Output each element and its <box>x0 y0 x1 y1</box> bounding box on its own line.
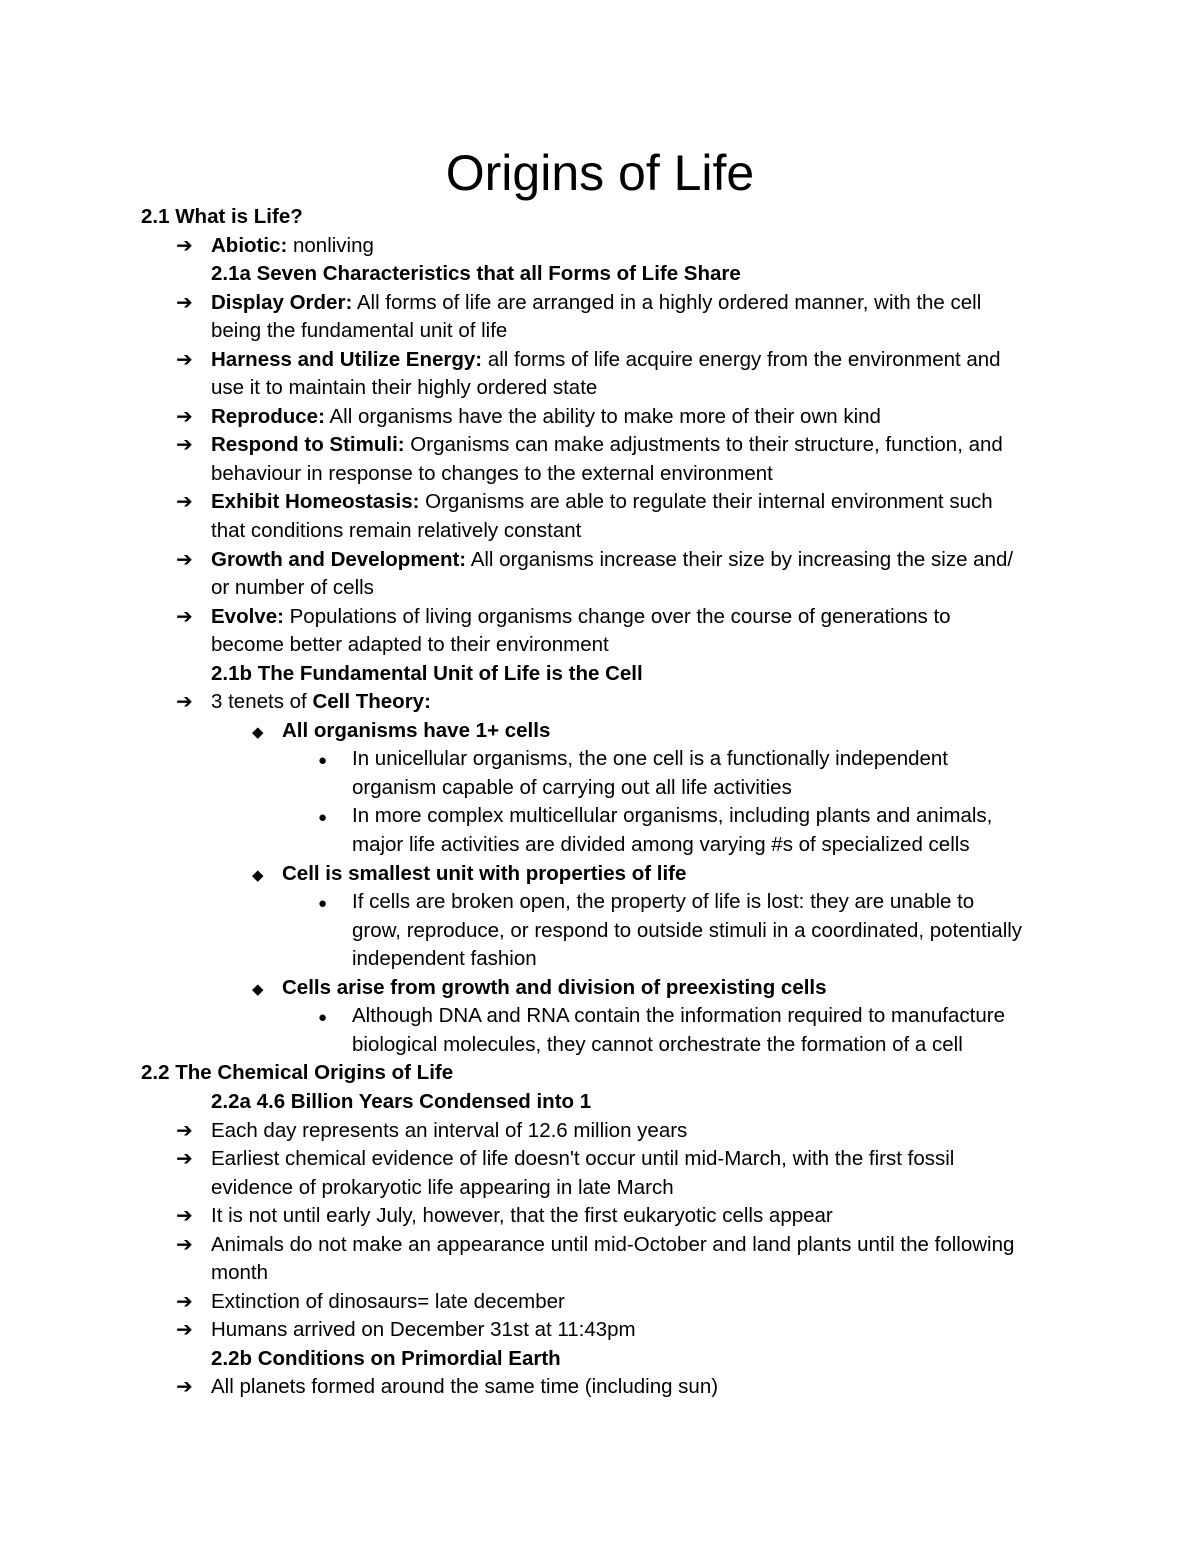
list-item: ➔ Growth and Development: All organisms increase their size by increasing the size and/ <box>0 546 1200 575</box>
document-body <box>0 203 1200 1402</box>
dot-bullet-icon: ● <box>318 752 328 770</box>
subsection-heading: 2.1a Seven Characteristics that all Forms of Life Share <box>211 262 741 286</box>
list-item-continuation: that conditions remain relatively constant <box>211 519 582 543</box>
dot-bullet-icon: ● <box>318 1009 328 1027</box>
section-heading: 2.2 The Chemical Origins of Life <box>141 1061 454 1085</box>
arrow-bullet-icon: ➔ <box>176 405 193 428</box>
arrow-bullet-icon: ➔ <box>176 1376 193 1399</box>
list-item: ➔ It is not until early July, however, that the first eukaryotic cells appear <box>0 1202 1200 1231</box>
sub-list-item-continuation: major life activities are divided among varying #s of specialized cells <box>352 833 970 857</box>
sub-list-item-continuation: grow, reproduce, or respond to outside stimuli in a coordinated, potentially <box>352 918 1023 942</box>
arrow-bullet-icon: ➔ <box>176 1319 193 1342</box>
list-item: ➔ Respond to Stimuli: Organisms can make adjustments to their structure, function, and <box>0 431 1200 460</box>
arrow-bullet-icon: ➔ <box>176 1233 193 1256</box>
list-item: ➔ Animals do not make an appearance until mid-October and land plants until the following <box>0 1231 1200 1260</box>
list-item-continuation: month <box>211 1261 268 1285</box>
list-item-continuation: become better adapted to their environment <box>211 633 609 657</box>
arrow-bullet-icon: ➔ <box>176 691 193 714</box>
arrow-bullet-icon: ➔ <box>176 434 193 457</box>
arrow-bullet-icon: ➔ <box>176 348 193 371</box>
arrow-bullet-icon: ➔ <box>176 1119 193 1142</box>
tenet-item: ◆ All organisms have 1+ cells <box>0 717 1200 746</box>
list-item: ➔ Display Order: All forms of life are arranged in a highly ordered manner, with the cell <box>0 289 1200 318</box>
list-item: ➔ 3 tenets of Cell Theory: <box>0 688 1200 717</box>
list-item: ➔ Exhibit Homeostasis: Organisms are able to regulate their internal environment such <box>0 488 1200 517</box>
list-item-continuation: use it to maintain their highly ordered state <box>211 376 598 400</box>
list-item-continuation: evidence of prokaryotic life appearing in late March <box>211 1175 674 1199</box>
subsection-heading: 2.2a 4.6 Billion Years Condensed into 1 <box>211 1089 592 1113</box>
sub-list-item: ● If cells are broken open, the property of life is lost: they are unable to <box>0 888 1200 917</box>
arrow-bullet-icon: ➔ <box>176 491 193 514</box>
arrow-bullet-icon: ➔ <box>176 548 193 571</box>
list-item-continuation: or number of cells <box>211 576 374 600</box>
sub-list-item: ● Although DNA and RNA contain the information required to manufacture <box>0 1002 1200 1031</box>
list-item: ➔ Harness and Utilize Energy: all forms of life acquire energy from the environment and <box>0 346 1200 375</box>
arrow-bullet-icon: ➔ <box>176 1148 193 1171</box>
dot-bullet-icon: ● <box>318 895 328 913</box>
arrow-bullet-icon: ➔ <box>176 291 193 314</box>
diamond-bullet-icon: ◆ <box>252 723 264 741</box>
arrow-bullet-icon: ➔ <box>176 1205 193 1228</box>
diamond-bullet-icon: ◆ <box>252 866 264 884</box>
tenet-item: ◆ Cells arise from growth and division of preexisting cells <box>0 974 1200 1003</box>
list-item: ➔ Abiotic: nonliving <box>0 232 1200 261</box>
arrow-bullet-icon: ➔ <box>176 1290 193 1313</box>
term: Abiotic: <box>211 233 288 257</box>
arrow-bullet-icon: ➔ <box>176 234 193 257</box>
sub-list-item-continuation: independent fashion <box>352 947 537 971</box>
list-item: ➔ Humans arrived on December 31st at 11:43pm <box>0 1316 1200 1345</box>
list-item-continuation: behaviour in response to changes to the external environment <box>211 461 773 485</box>
list-item: ➔ Earliest chemical evidence of life doesn't occur until mid-March, with the first fossil <box>0 1145 1200 1174</box>
sub-list-item: ● In more complex multicellular organisms, including plants and animals, <box>0 802 1200 831</box>
list-item: ➔ All planets formed around the same time (including sun) <box>0 1373 1200 1402</box>
page-title: Origins of Life <box>445 145 755 201</box>
list-item-continuation: being the fundamental unit of life <box>211 319 508 343</box>
subsection-heading: 2.1b The Fundamental Unit of Life is the Cell <box>211 661 643 685</box>
list-item: ➔ Evolve: Populations of living organisms change over the course of generations to <box>0 603 1200 632</box>
tenet-item: ◆ Cell is smallest unit with properties of life <box>0 860 1200 889</box>
diamond-bullet-icon: ◆ <box>252 980 264 998</box>
dot-bullet-icon: ● <box>318 809 328 827</box>
sub-list-item-continuation: biological molecules, they cannot orchestrate the formation of a cell <box>352 1032 963 1056</box>
subsection-heading: 2.2b Conditions on Primordial Earth <box>211 1346 561 1370</box>
arrow-bullet-icon: ➔ <box>176 605 193 628</box>
list-item: ➔ Reproduce: All organisms have the ability to make more of their own kind <box>0 403 1200 432</box>
sub-list-item-continuation: organism capable of carrying out all life activities <box>352 775 792 799</box>
list-item: ➔ Each day represents an interval of 12.6 million years <box>0 1117 1200 1146</box>
section-heading: 2.1 What is Life? <box>141 205 303 228</box>
list-item: ➔ Extinction of dinosaurs= late december <box>0 1288 1200 1317</box>
sub-list-item: ● In unicellular organisms, the one cell is a functionally independent <box>0 745 1200 774</box>
